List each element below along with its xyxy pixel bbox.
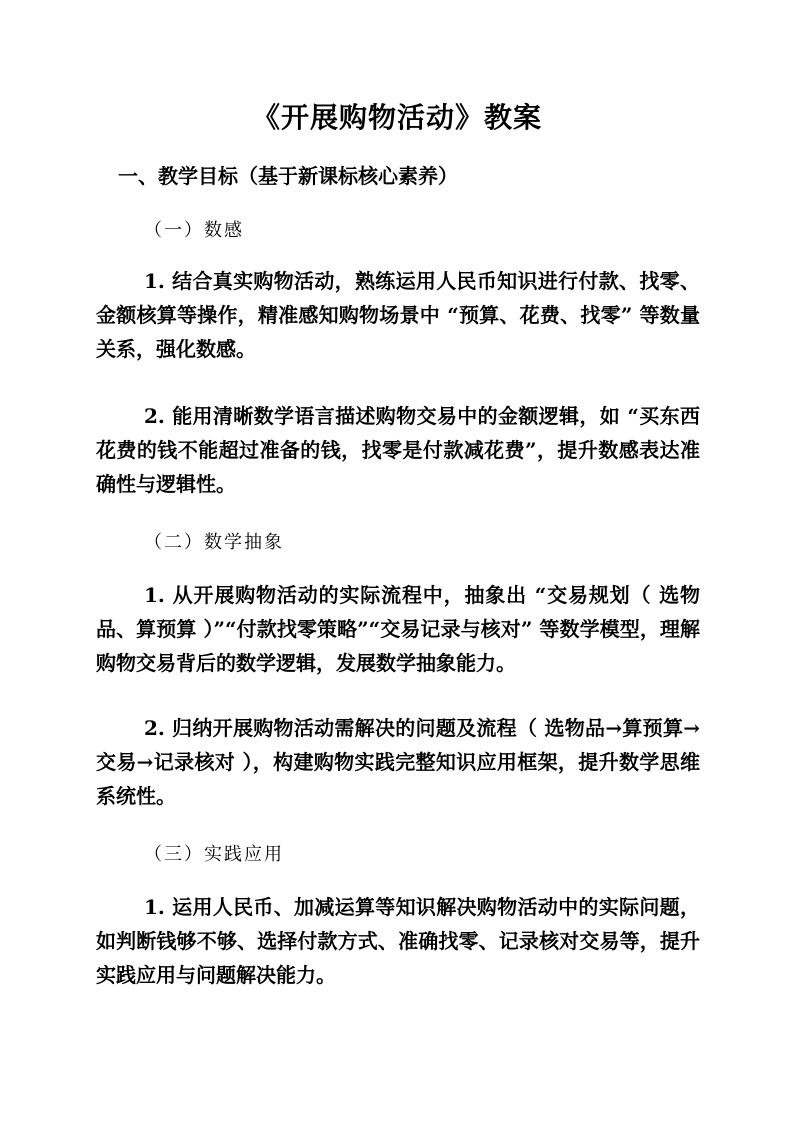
subsection-heading-practical-application: （三）实践应用 xyxy=(144,844,284,865)
paragraph-number-sense-2: 2. 能用清晰数学语言描述购物交易中的金额逻辑，如 “买东西花费的钱不能超过准备的钱，找零是付款减花费”，提升数感表达准确性与逻辑性。 xyxy=(96,404,700,496)
paragraph-math-abstraction-2: 2. 归纳开展购物活动需解决的问题及流程（ 选物品→算预算→交易→记录核对 ），构建购物实践完整知识应用框架，提升数学思维系统性。 xyxy=(96,716,700,808)
paragraph-math-abstraction-1: 1. 从开展购物活动的实际流程中，抽象出 “交易规划（ 选物品、算预算 ）”“付款找零策略”“交易记录与核对” 等数学模型，理解购物交易背后的数学逻辑，发展数学抽象能力。 xyxy=(96,583,700,675)
subsection-heading-math-abstraction: （二）数学抽象 xyxy=(144,532,284,553)
document-title: 《开展购物活动》教案 xyxy=(251,101,542,134)
subsection-heading-number-sense: （一）数感 xyxy=(144,220,244,241)
paragraph-number-sense-1: 1. 结合真实购物活动，熟练运用人民币知识进行付款、找零、金额核算等操作，精准感知购物场景中 “预算、花费、找零” 等数量关系，强化数感。 xyxy=(96,269,700,361)
paragraph-practical-application-1: 1. 运用人民币、加减运算等知识解决购物活动中的实际问题，如判断钱够不够、选择付款方式、准确找零、记录核对交易等，提升实践应用与问题解决能力。 xyxy=(96,895,700,987)
section-heading-teaching-goals: 一、教学目标（基于新课标核心素养） xyxy=(118,164,458,188)
